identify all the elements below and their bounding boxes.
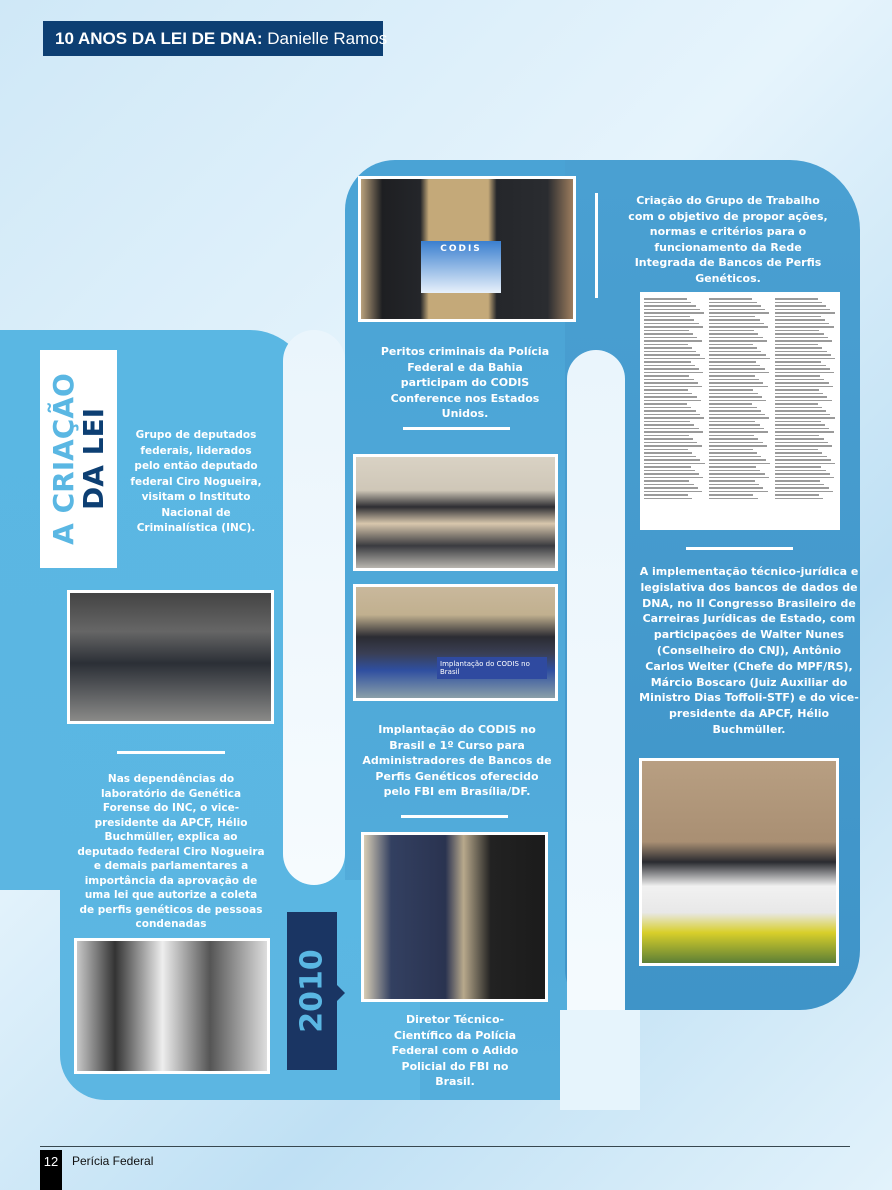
document-text-line xyxy=(775,463,836,465)
document-text-line xyxy=(709,466,756,468)
document-text-line xyxy=(709,333,758,335)
ribbon-gap-1 xyxy=(283,330,345,885)
document-text-line xyxy=(644,407,691,409)
document-text-line xyxy=(709,428,764,430)
document-text-line xyxy=(709,347,757,349)
document-text-line xyxy=(709,414,765,416)
document-text-line xyxy=(709,473,764,475)
document-text-line xyxy=(709,431,768,433)
caption-implantacao: Implantação do CODIS no Brasil e 1º Curso para Administradores de Bancos de Perfis Genéticos oferecido pelo FBI em Brasília/DF. xyxy=(362,723,552,798)
section-title-box xyxy=(40,350,117,568)
document-text-line xyxy=(775,309,831,311)
year-marker xyxy=(287,912,337,1070)
document-text-line xyxy=(644,435,689,437)
document-text-line xyxy=(775,337,828,339)
document-text-line xyxy=(709,298,752,300)
document-text-line xyxy=(775,379,825,381)
photo-implantacao-codis xyxy=(353,584,558,701)
document-text-line xyxy=(644,466,691,468)
year-label: 2010 xyxy=(294,949,330,1033)
document-text-line xyxy=(775,435,820,437)
document-text-line xyxy=(644,305,696,307)
document-text-line xyxy=(644,477,703,479)
document-text-line xyxy=(709,477,768,479)
caption-grupo-trabalho: Criação do Grupo de Trabalho com o objetivo de propor ações, normas e critérios para o funcionamento da Rede Integrada de Bancos de Perfis Genéticos. xyxy=(628,194,828,285)
document-text-line xyxy=(644,386,702,388)
document-text-line xyxy=(775,470,826,472)
document-text-line xyxy=(709,302,756,304)
document-text-line xyxy=(644,312,704,314)
document-text-line xyxy=(775,312,835,314)
document-text-line xyxy=(644,498,692,500)
document-text-line xyxy=(775,431,834,433)
document-text-line xyxy=(709,340,767,342)
document-text-line xyxy=(775,410,827,412)
document-text-line xyxy=(775,466,822,468)
document-text-line xyxy=(644,456,696,458)
document-text-line xyxy=(644,333,693,335)
photo-codis-conference xyxy=(358,176,576,322)
document-text-line xyxy=(775,487,829,489)
document-text-line xyxy=(775,302,822,304)
timeline-divider xyxy=(403,427,510,430)
document-text-line xyxy=(709,365,760,367)
document-text-line xyxy=(775,421,821,423)
document-text-line xyxy=(709,389,753,391)
timeline-divider-vertical xyxy=(595,193,598,298)
author-name: Danielle Ramos xyxy=(267,29,388,48)
document-text-line xyxy=(644,337,697,339)
document-text-line xyxy=(644,400,701,402)
document-text-line xyxy=(709,442,762,444)
document-text-line xyxy=(644,463,705,465)
document-text-line xyxy=(775,428,830,430)
document-text-line xyxy=(709,305,761,307)
timeline-divider xyxy=(686,547,793,550)
document-text-line xyxy=(775,323,830,325)
ribbon-gap-2 xyxy=(567,350,625,1110)
document-text-line xyxy=(644,354,700,356)
document-text-line xyxy=(644,351,696,353)
document-text-line xyxy=(775,368,830,370)
document-text-line xyxy=(775,344,819,346)
document-text-line xyxy=(775,407,822,409)
document-text-line xyxy=(709,494,753,496)
document-text-line xyxy=(644,428,699,430)
document-text-line xyxy=(644,414,700,416)
document-text-line xyxy=(709,480,754,482)
document-text-line xyxy=(775,400,832,402)
photo-deputados-inc xyxy=(67,590,274,724)
document-text-line xyxy=(775,358,836,360)
footer-rule xyxy=(40,1146,850,1147)
document-text-line xyxy=(709,417,769,419)
section-title: 10 ANOS DA LEI DE DNA: xyxy=(55,29,263,48)
document-text-line xyxy=(644,417,704,419)
document-text-line xyxy=(775,417,835,419)
page-number: 12 xyxy=(40,1150,62,1190)
document-text-line xyxy=(709,382,763,384)
document-text-line xyxy=(709,438,758,440)
document-text-line xyxy=(775,498,823,500)
document-text-line xyxy=(709,316,755,318)
photo-laboratorio xyxy=(74,938,270,1074)
document-text-line xyxy=(775,473,830,475)
document-text-line xyxy=(644,403,687,405)
document-text-line xyxy=(709,351,761,353)
document-text-line xyxy=(644,494,688,496)
document-text-line xyxy=(644,309,700,311)
document-text-line xyxy=(644,449,688,451)
caption-diretor: Diretor Técnico-Científico da Polícia Federal com o Adido Policial do FBI no Brasil. xyxy=(391,1013,519,1088)
document-text-line xyxy=(709,361,756,363)
document-text-line xyxy=(775,452,823,454)
document-text-line xyxy=(775,459,831,461)
document-text-line xyxy=(644,323,699,325)
document-text-line xyxy=(644,459,700,461)
document-text-line xyxy=(775,375,820,377)
document-text-line xyxy=(644,484,694,486)
document-text-line xyxy=(644,487,698,489)
document-text-line xyxy=(775,372,834,374)
document-text-line xyxy=(775,494,819,496)
document-text-line xyxy=(644,491,702,493)
codis-sign: CODIS xyxy=(421,241,501,293)
document-text-line xyxy=(775,403,818,405)
document-text-line xyxy=(709,421,755,423)
document-text-line xyxy=(775,340,833,342)
timeline-divider xyxy=(401,815,508,818)
document-text-line xyxy=(709,491,767,493)
document-text-line xyxy=(644,382,698,384)
document-text-line xyxy=(644,316,690,318)
document-text-line xyxy=(775,449,819,451)
document-text-line xyxy=(709,330,754,332)
document-text-line xyxy=(709,410,761,412)
document-text-line xyxy=(709,393,757,395)
document-text-line xyxy=(644,431,703,433)
document-text-line xyxy=(644,410,696,412)
document-text-line xyxy=(644,344,688,346)
document-text-line xyxy=(709,435,754,437)
document-text-line xyxy=(644,358,705,360)
caption-implementacao: A implementação técnico-jurídica e legislativa dos bancos de dados de DNA, no II Congresso Brasileiro de Carreiras Jurídicas de Estado, com participações de Walter Nunes (Conselheiro do CNJ), Antônio Carlos Welter (Chefe do MPF/RS), Márcio Boscaro (Juiz Auxiliar do Ministro Dias Toffoli-STF) e do vice-presidente da APCF, Hélio Buchmüller. xyxy=(639,565,859,736)
document-text-line xyxy=(775,333,824,335)
document-text-line xyxy=(775,347,823,349)
document-text-line xyxy=(644,470,695,472)
document-text-line xyxy=(644,452,692,454)
document-text-line xyxy=(709,452,757,454)
document-text-line xyxy=(644,396,697,398)
document-text-line xyxy=(644,330,689,332)
caption-codis-conference: Peritos criminais da Polícia Federal e da Bahia participam do CODIS Conference nos Estados Unidos. xyxy=(380,345,550,420)
document-text-line xyxy=(644,379,694,381)
document-text-line xyxy=(709,449,753,451)
document-text-line xyxy=(775,319,825,321)
document-text-line xyxy=(775,386,833,388)
document-text-line xyxy=(775,445,833,447)
document-text-line xyxy=(775,298,818,300)
document-text-line xyxy=(709,375,754,377)
document-text-line xyxy=(709,400,766,402)
document-text-line xyxy=(709,326,768,328)
document-text-line xyxy=(644,319,694,321)
document-text-line xyxy=(775,354,831,356)
document-text-line xyxy=(644,298,687,300)
document-text-line xyxy=(709,344,753,346)
document-text-line xyxy=(709,403,752,405)
document-text-line xyxy=(709,498,757,500)
document-text-line xyxy=(709,396,762,398)
document-text-line xyxy=(709,358,770,360)
document-text-line xyxy=(709,470,760,472)
diario-oficial-document xyxy=(640,292,840,530)
caption-laboratorio: Nas dependências do laboratório de Genética Forense do INC, o vice-presidente da APCF, Hélio Buchmüller, explica ao deputado federal Ciro Nogueira e demais parlamentares a importância da aprovação de uma lei que autorize a coleta de perfis genéticos de pessoas condenadas xyxy=(77,773,265,930)
document-text-line xyxy=(709,487,763,489)
document-text-line xyxy=(775,438,824,440)
document-text-line xyxy=(644,473,699,475)
document-text-line xyxy=(709,456,761,458)
document-text-line xyxy=(709,424,759,426)
document-text-line xyxy=(709,463,770,465)
title-line-1: A CRIAÇÃO xyxy=(46,373,80,545)
document-text-line xyxy=(775,382,829,384)
document-text-line xyxy=(644,424,694,426)
document-text-line xyxy=(644,445,702,447)
caption-deputados: Grupo de deputados federais, liderados pelo então deputado federal Ciro Nogueira, visitam o Instituto Nacional de Criminalística (INC). xyxy=(130,429,262,534)
document-text-line xyxy=(709,372,768,374)
document-text-line xyxy=(775,305,827,307)
document-text-line xyxy=(644,326,703,328)
document-text-line xyxy=(775,480,820,482)
publication-name: Perícia Federal xyxy=(72,1154,154,1168)
document-text-line xyxy=(644,372,703,374)
document-text-line xyxy=(775,393,823,395)
document-text-line xyxy=(644,438,693,440)
document-text-line xyxy=(644,368,699,370)
document-text-line xyxy=(775,330,820,332)
document-text-line xyxy=(775,396,828,398)
year-arrow-icon xyxy=(337,985,345,1001)
document-text-line xyxy=(775,424,825,426)
document-text-line xyxy=(709,386,767,388)
document-text-line xyxy=(709,312,769,314)
photo-congresso-mesa xyxy=(639,758,839,966)
document-text-line xyxy=(709,368,764,370)
document-text-line xyxy=(775,442,828,444)
document-text-line xyxy=(644,375,689,377)
document-text-line xyxy=(709,319,759,321)
document-text-line xyxy=(709,309,765,311)
document-text-line xyxy=(709,445,767,447)
document-text-line xyxy=(775,484,825,486)
document-text-line xyxy=(644,442,697,444)
document-text-line xyxy=(644,302,691,304)
document-text-line xyxy=(775,361,822,363)
document-text-line xyxy=(709,484,759,486)
ribbon-gap-mask xyxy=(560,1010,640,1110)
document-text-line xyxy=(775,365,826,367)
document-text-line xyxy=(709,407,756,409)
document-text-line xyxy=(709,354,765,356)
document-text-line xyxy=(775,491,833,493)
timeline-divider xyxy=(117,751,225,754)
document-text-line xyxy=(775,389,819,391)
document-text-line xyxy=(709,323,764,325)
document-text-line xyxy=(775,316,821,318)
document-text-line xyxy=(644,393,692,395)
photo-curso-administradores xyxy=(353,454,558,571)
document-text-line xyxy=(775,326,834,328)
title-line-2: DA LEI xyxy=(76,407,110,511)
document-text-line xyxy=(775,414,831,416)
document-text-line xyxy=(775,456,827,458)
document-text-line xyxy=(709,459,765,461)
document-text-line xyxy=(644,340,702,342)
document-text-line xyxy=(644,361,691,363)
document-text-line xyxy=(709,337,762,339)
document-text-line xyxy=(775,351,827,353)
document-text-line xyxy=(644,480,689,482)
document-text-line xyxy=(775,477,834,479)
document-text-line xyxy=(644,421,690,423)
document-text-line xyxy=(644,389,688,391)
codis-banner: Implantação do CODIS no Brasil xyxy=(437,657,547,679)
document-text-line xyxy=(709,379,759,381)
document-text-line xyxy=(644,347,692,349)
document-text-line xyxy=(644,365,695,367)
section-header xyxy=(43,21,388,56)
photo-diretor-adido xyxy=(361,832,548,1002)
